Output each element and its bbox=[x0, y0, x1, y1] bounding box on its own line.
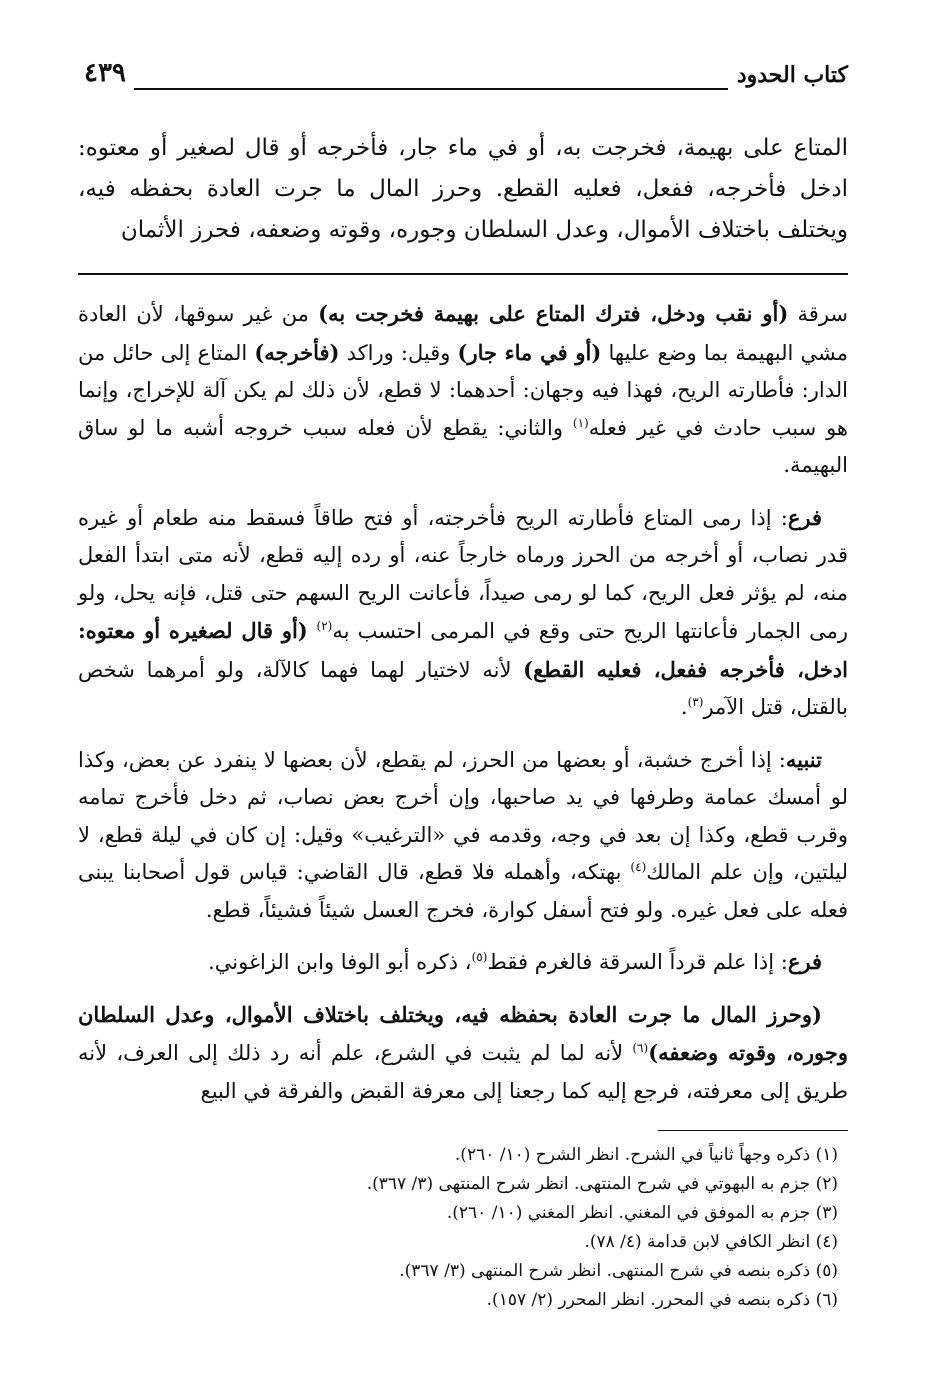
quoted-matn: (أو قال لصغيره أو معتوه: ادخل، فأخرجه ففعل، فعليه القطع) bbox=[78, 618, 848, 682]
book-title: كتاب الحدود bbox=[736, 62, 848, 88]
footnote-ref-4: (٤) bbox=[630, 860, 647, 874]
page-number: ٤٣٩ bbox=[84, 58, 126, 88]
footnote-ref-3: (٣) bbox=[687, 695, 704, 709]
section-label: فرع bbox=[787, 504, 822, 530]
quoted-matn: (أو في ماء جار) bbox=[457, 339, 602, 365]
footnote: (٤) انظر الكافي لابن قدامة (٤/ ٧٨). bbox=[584, 1232, 838, 1252]
book-page bbox=[78, 58, 848, 1315]
footnote: (١) ذكره وجهاً ثانياً في الشرح. انظر الشرح (١٠/ ٢٦٠). bbox=[454, 1145, 838, 1165]
footnotes bbox=[78, 1141, 838, 1315]
quoted-matn: (وحرز المال ما جرت العادة بحفظه فيه، ويختلف باختلاف الأموال، وعدل السلطان وجوره، وقوته وضعفه) bbox=[78, 1001, 848, 1065]
commentary-paragraph-4: فرع: إذا علم قرداً السرقة فالغرم فقط$^{(٥)}$، ذكره أبو الوفا وابن الزاغوني. bbox=[208, 949, 822, 974]
quoted-matn: (فأخرجه) bbox=[254, 339, 340, 365]
quoted-matn: (أو نقب ودخل، فترك المتاع على بهيمة فخرجت به) bbox=[318, 301, 789, 326]
footnote-ref-6: (٦) bbox=[632, 1041, 649, 1055]
header-rule bbox=[134, 88, 728, 90]
footnote: (٢) جزم به البهوتي في شرح المنتهى. انظر شرح المنتهى (٣/ ٣٦٧). bbox=[366, 1174, 838, 1194]
commentary bbox=[78, 295, 848, 1110]
commentary-paragraph-1: سرقة (أو نقب ودخل، فترك المتاع على بهيمة فخرجت به) من غير سوقها، لأن العادة مشي البهيمة بما وضع عليها (أو في ماء جار) وقيل: وراكد (فأخرجه) المتاع إلى حائل من الدار: فأطارته الريح، فهذا فيه وجهان: أحدهما: لا قطع، لأن ذلك لم يكن آلة للإخراج، وإنما هو سبب حادث في غير فعله$^{(١)}$ والثاني: يقطع لأن فعله سبب خروجه أشبه ما لو ساق البهيمة. bbox=[78, 301, 848, 477]
footnote-ref-1: (١) bbox=[572, 415, 589, 430]
footnote: (٦) ذكره بنصه في المحرر. انظر المحرر (٢/ ١٥٧). bbox=[486, 1290, 838, 1310]
footnote: (٥) ذكره بنصه في شرح المنتهى. انظر شرح المنتهى (٣/ ٣٦٧). bbox=[399, 1261, 838, 1281]
footnote-ref-2: (٢) bbox=[316, 619, 333, 633]
section-label: تنبيه bbox=[785, 746, 822, 772]
running-header bbox=[78, 58, 848, 92]
footnote: (٣) جزم به الموفق في المغني. انظر المغني (١٠/ ٢٦٠). bbox=[446, 1203, 838, 1223]
matn-text: المتاع على بهيمة، فخرجت به، أو في ماء جار، فأخرجه أو قال لصغير أو معتوه: ادخل فأخرجه، ففعل، فعليه القطع. وحرز المال ما جرت العادة بحفظه فيه، ويختلف باختلاف الأموال، وعدل السلطان وجوره، وقوته وضعفه، فحرز الأثمان bbox=[78, 135, 848, 243]
commentary-paragraph-5: (وحرز المال ما جرت العادة بحفظه فيه، ويختلف باختلاف الأموال، وعدل السلطان وجوره، وقوته وضعفه)$^{(٦)}$ لأنه لما لم يثبت في الشرع، علم أنه رد ذلك إلى العرف، لأنه طريق إلى معرفته، فرجع إليه كما رجعنا إلى معرفة القبض والفرقة في البيع bbox=[78, 1001, 848, 1103]
footnote-rule bbox=[658, 1130, 848, 1131]
footnote-ref-5: (٥) bbox=[471, 950, 488, 964]
commentary-paragraph-3: تنبيه: إذا أخرج خشبة، أو بعضها من الحرز، لم يقطع، لأن بعضها لا ينفرد عن بعض، وكذا لو أمسك عمامة وطرفها في يد صاحبها، وإن أخرج بعض نصاب، ثم دخل فأخرج تمامه وقرب قطع، وكذا إن بعد في وجه، وقدمه في «الترغيب» وقيل: إن كان في ليلة قطع، لا ليلتين، وإن علم المالك$^{(٤)}$ بهتكه، وأهمله فلا قطع، قال القاضي: قياس قول أصحابنا يبنى فعله على فعل غيره. ولو فتح أسفل كوارة، فخرج العسل شيئاً فشيئاً، قطع. bbox=[78, 746, 848, 922]
section-label: فرع bbox=[787, 949, 822, 974]
commentary-paragraph-2: فرع: إذا رمى المتاع فأطارته الريح فأخرجته، أو فتح طاقاً فسقط منه طعام أو غيره قدر نصاب، أو أخرجه من الحرز ورماه خارجاً عنه، أو رده إليه قطع، لأنه متى ابتدأ الفعل منه، لم يؤثر فعل الريح، كما لو رمى صيداً، فأعانت الريح السهم حتى قتل، فإنه يحل، ولو رمى الجمار فأعانتها الريح حتى وقع في المرمى احتسب به$^{(٢)}$ (أو قال لصغيره أو معتوه: ادخل، فأخرجه ففعل، فعليه القطع) لأنه لاختيار لهما فهما كالآلة، ولو أمرهما شخص بالقتل، قتل الآمر$^{(٣)}$. bbox=[78, 504, 848, 719]
matn-separator bbox=[78, 273, 848, 275]
